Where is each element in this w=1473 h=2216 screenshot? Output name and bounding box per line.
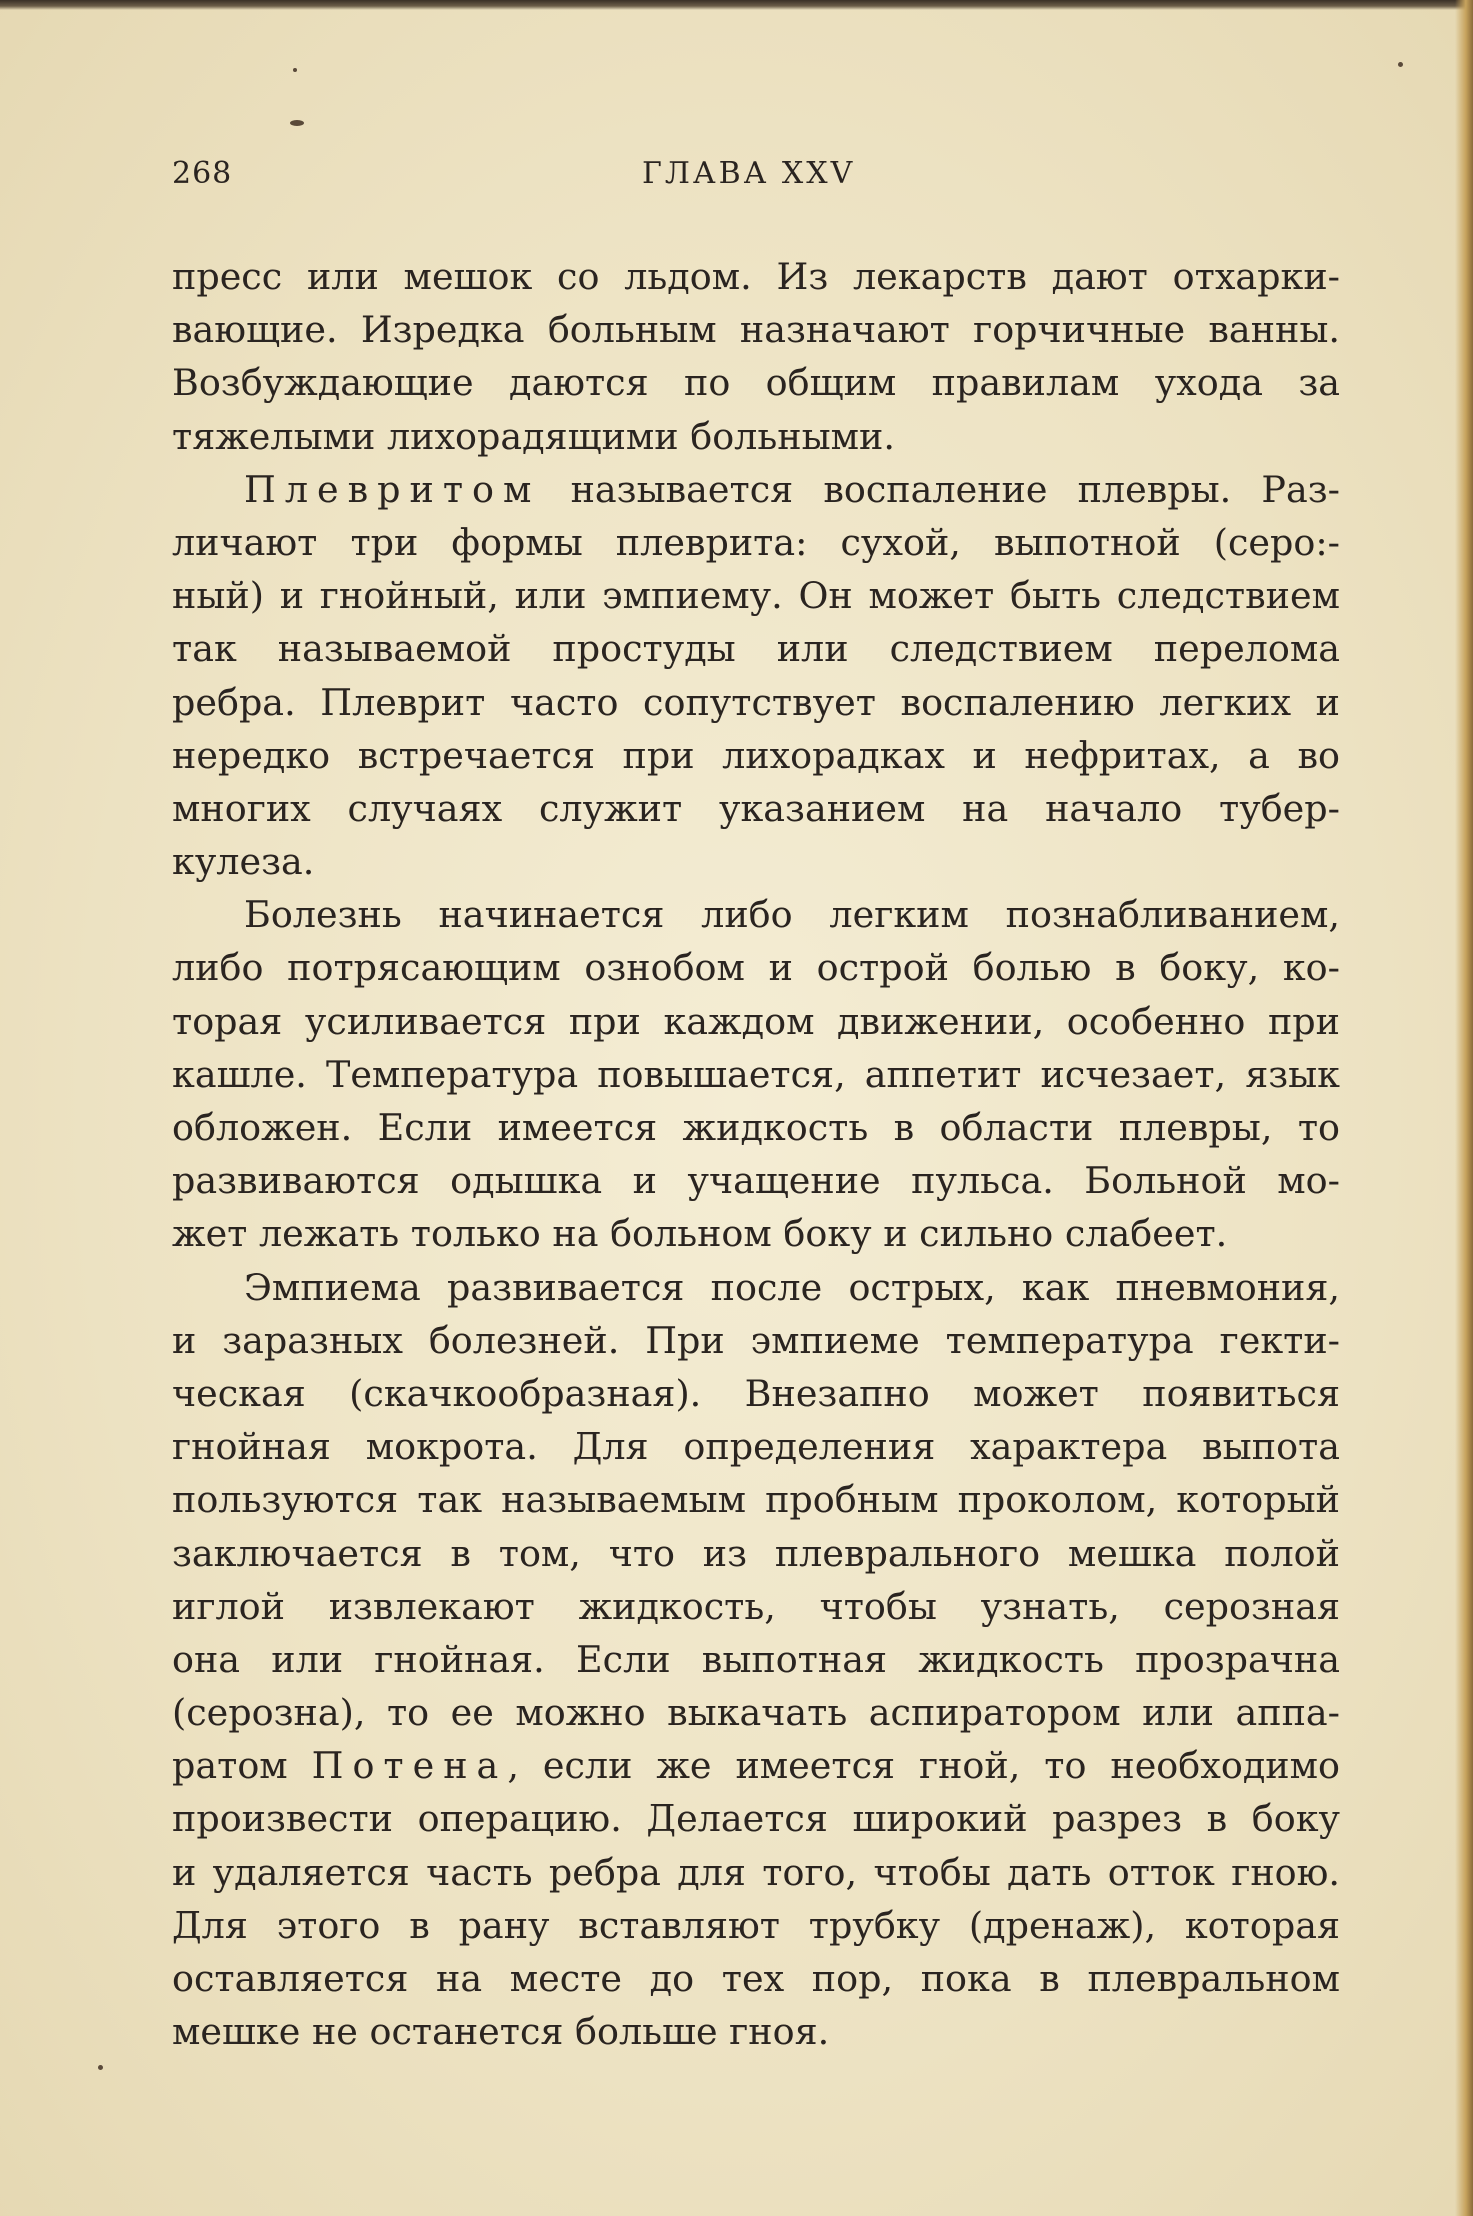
line-text: развиваются одышка и учащение пульса. Больной мо-: [172, 1159, 1340, 1203]
line-text: Для этого в рану вставляют трубку (дренаж), которая: [172, 1903, 1340, 1947]
text-line: [172, 1473, 1340, 1526]
text-line: [172, 463, 1340, 516]
ink-speck: [290, 120, 304, 126]
text-line: [172, 1899, 1340, 1952]
text-line: [172, 1580, 1340, 1633]
text-line: [172, 569, 1340, 622]
line-text: ребра. Плеврит часто сопутствует воспалению легких и: [172, 680, 1340, 724]
line-text: торая усиливается при каждом движении, особенно при: [172, 999, 1340, 1043]
text-line: [172, 1686, 1340, 1739]
line-text: ный) и гнойный, или эмпиему. Он может быть следствием: [172, 574, 1340, 618]
ink-speck: [293, 68, 297, 72]
text-line: [172, 1207, 1340, 1260]
text-line: [172, 1367, 1340, 1420]
line-text: гнойная мокрота. Для определения характера выпота: [172, 1425, 1340, 1469]
line-text: называется воспаление плевры. Раз-: [540, 467, 1340, 511]
spaced-emphasis: Потена: [311, 1744, 508, 1788]
line-text: ратом: [172, 1744, 312, 1788]
line-text: личают три формы плеврита: сухой, выпотной (серо:-: [172, 520, 1340, 564]
text-line: [172, 516, 1340, 569]
text-line: [172, 1527, 1340, 1580]
line-text: произвести операцию. Делается широкий разрез в боку: [172, 1797, 1340, 1841]
text-line: [172, 888, 1340, 941]
ink-speck: [98, 2065, 103, 2070]
text-line: [172, 1739, 1340, 1792]
text-line: [172, 250, 1340, 303]
running-head: ГЛАВА XXV: [642, 156, 856, 191]
text-line: [172, 622, 1340, 675]
text-line: [172, 1101, 1340, 1154]
line-text: пользуются так называемым пробным проколом, который: [172, 1478, 1340, 1522]
line-text: кашле. Температура повышается, аппетит исчезает, язык: [172, 1052, 1340, 1096]
line-text: мешке не останется больше гноя.: [172, 2010, 830, 2054]
text-line: [172, 1048, 1340, 1101]
line-text: так называемой простуды или следствием перелома: [172, 627, 1340, 671]
text-line: [172, 1154, 1340, 1207]
line-text: нередко встречается при лихорадках и нефритах, а во: [172, 733, 1340, 777]
text-line: [172, 1314, 1340, 1367]
line-text: Болезнь начинается либо легким познабливанием,: [244, 893, 1340, 937]
text-line: [172, 2005, 1340, 2058]
line-text: и заразных болезней. При эмпиеме температура гекти-: [172, 1318, 1340, 1362]
page-number: 268: [172, 156, 233, 191]
line-text: она или гнойная. Если выпотная жидкость прозрачна: [172, 1637, 1340, 1681]
text-line: [172, 995, 1340, 1048]
text-line: [172, 356, 1340, 409]
text-line: [172, 1952, 1340, 2005]
page-top-edge: [0, 0, 1473, 10]
line-text: Эмпиема развивается после острых, как пневмония,: [244, 1265, 1340, 1309]
text-line: [172, 1420, 1340, 1473]
line-text: тяжелыми лихорадящими больными.: [172, 414, 895, 458]
line-text: оставляется на месте до тех пор, пока в плевральном: [172, 1957, 1340, 2000]
spaced-emphasis: Плевритом: [244, 467, 541, 511]
text-line: [172, 410, 1340, 463]
text-line: [172, 303, 1340, 356]
line-text: , если же имеется гной, то необходимо: [507, 1744, 1340, 1788]
line-text: ческая (скачкообразная). Внезапно может появиться: [172, 1371, 1340, 1415]
text-line: [172, 941, 1340, 994]
text-line: [172, 729, 1340, 782]
line-text: (серозна), то ее можно выкачать аспиратором или аппа-: [172, 1691, 1340, 1735]
body-text: [172, 250, 1340, 2058]
line-text: вающие. Изредка больным назначают горчичные ванны.: [172, 308, 1340, 352]
line-text: кулеза.: [172, 840, 315, 884]
line-text: иглой извлекают жидкость, чтобы узнать, серозная: [172, 1584, 1340, 1628]
line-text: заключается в том, что из плеврального мешка полой: [172, 1531, 1340, 1575]
text-line: [172, 676, 1340, 729]
page-right-edge: [1455, 0, 1473, 2216]
text-line: [172, 1846, 1340, 1899]
line-text: и удаляется часть ребра для того, чтобы дать отток гною.: [172, 1850, 1340, 1894]
line-text: обложен. Если имеется жидкость в области плевры, то: [172, 1106, 1340, 1149]
text-line: [172, 1633, 1340, 1686]
page-header: [172, 156, 1352, 206]
line-text: пресс или мешок со льдом. Из лекарств дают отхарки-: [172, 255, 1340, 298]
line-text: жет лежать только на больном боку и сильно слабеет.: [172, 1212, 1228, 1256]
text-line: [172, 782, 1340, 835]
line-text: Возбуждающие даются по общим правилам ухода за: [172, 361, 1340, 405]
text-line: [172, 1792, 1340, 1845]
text-line: [172, 835, 1340, 888]
text-line: [172, 1261, 1340, 1314]
line-text: многих случаях служит указанием на начало тубер-: [172, 786, 1340, 830]
line-text: либо потрясающим ознобом и острой болью в боку, ко-: [172, 946, 1340, 990]
ink-speck: [1398, 62, 1403, 67]
